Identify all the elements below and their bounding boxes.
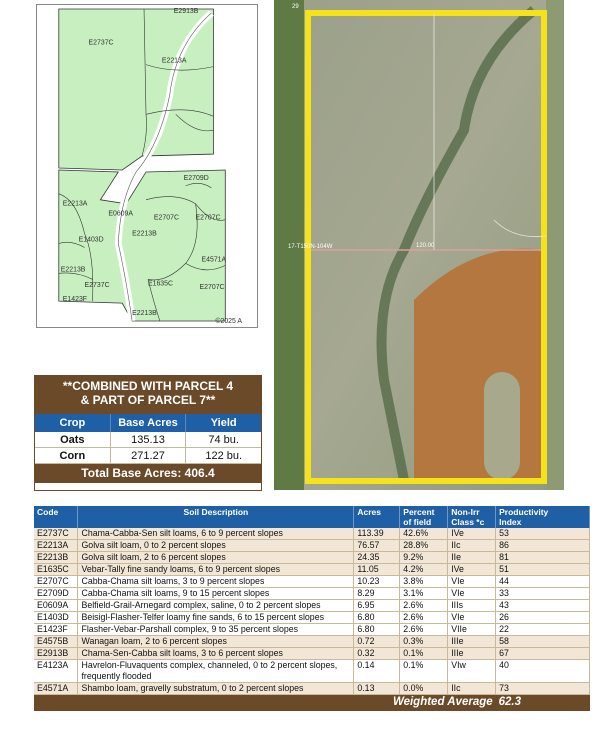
soil-description: Flasher-Vebar-Parshall complex, 9 to 35 percent slopes [78,624,354,636]
crop-box-header [35,376,261,414]
table-row [34,564,590,576]
soil-class: VIe [448,612,496,624]
description-column-header: Soil Description [78,506,354,528]
soil-description: Belfield-Grail-Arnegard complex, saline, 0 to 2 percent slopes [78,600,354,612]
soil-acres: 0.72 [354,636,400,648]
soil-code: E1403D [34,612,78,624]
soil-class: VIIe [448,624,496,636]
soil-table-body [34,528,590,711]
soil-description: Beisigl-Flasher-Telfer loamy fine sands, 6 to 15 percent slopes [78,612,354,624]
soil-description: Shambo loam, gravelly substratum, 0 to 2 percent slopes [78,683,354,695]
yield-column-header: Yield [210,417,237,429]
crop-column-header: Crop [35,414,111,432]
soil-class: VIe [448,576,496,588]
soil-code: E2737C [34,528,78,540]
svg-text:E2707C: E2707C [199,284,225,292]
soil-percent: 2.6% [400,600,448,612]
soil-percent: 2.6% [400,624,448,636]
soil-acres: 0.32 [354,648,400,660]
soil-code: E4123A [34,660,78,683]
svg-text:E2913B: E2913B [173,7,199,15]
svg-text:E2213B: E2213B [60,266,86,274]
table-row [34,624,590,636]
soil-description: Chama-Sen-Cabba silt loams, 3 to 6 percent slopes [78,648,354,660]
soil-description: Golva silt loam, 0 to 2 percent slopes [78,540,354,552]
soil-code: E4571A [34,683,78,695]
aerial-line-label: 120.00 [416,243,435,249]
base-acres-column-header: Base Acres [111,414,187,432]
soil-class: IVe [448,564,496,576]
crop-base-acres: 271.27 [111,448,187,464]
crop-yield: 122 bu. [205,449,243,462]
total-base-acres: Total Base Acres: 406.4 [35,464,261,483]
soil-percent: 28.8% [400,540,448,552]
crop-name: Oats [35,432,111,448]
percent-header-line2: of field [403,517,432,527]
svg-text:E1403D: E1403D [78,236,104,244]
svg-text:E1423F: E1423F [62,296,88,304]
soil-class: IIc [448,540,496,552]
svg-text:E2707C: E2707C [153,214,179,222]
svg-text:E2737C: E2737C [88,39,114,47]
soil-class: VIw [448,660,496,683]
table-row [34,600,590,612]
soil-class: IVe [448,528,496,540]
base-acres-box [34,375,262,491]
soil-class: VIe [448,588,496,600]
soil-table-header-row [34,506,590,528]
index-header-line1: Productivity [499,507,549,517]
soil-acres: 0.13 [354,683,400,695]
table-row [34,540,590,552]
soil-class: IIIs [448,600,496,612]
aerial-road-label: 17-T150N-104W [288,244,333,250]
soil-code: E1423F [34,624,78,636]
crop-box-header-line2: & PART OF PARCEL 7** [80,393,216,407]
class-column-header [448,506,496,528]
soil-acres: 76.57 [354,540,400,552]
table-row [34,660,590,683]
soil-percent: 0.1% [400,660,448,683]
soil-index: 33 [496,588,590,600]
soil-description: Cabba-Chama silt loams, 9 to 15 percent slopes [78,588,354,600]
soil-index: 81 [496,552,590,564]
table-row [34,576,590,588]
table-row [34,612,590,624]
soil-percent: 3.8% [400,576,448,588]
weighted-average-row [34,695,590,711]
svg-text:E2213A: E2213A [161,57,187,65]
soil-description: Cabba-Chama silt loams, 3 to 9 percent slopes [78,576,354,588]
table-row [34,552,590,564]
soil-code: E0609A [34,600,78,612]
soil-class: IIe [448,552,496,564]
svg-text:E2707C: E2707C [195,214,221,222]
crop-name: Corn [35,448,111,464]
soil-code: E2709D [34,588,78,600]
soil-code: E1635C [34,564,78,576]
soil-index: 53 [496,528,590,540]
soil-description: Vebar-Tally fine sandy loams, 6 to 9 percent slopes [78,564,354,576]
soil-index: 22 [496,624,590,636]
soil-percent: 2.6% [400,612,448,624]
soil-percent: 0.0% [400,683,448,695]
soil-index: 58 [496,636,590,648]
soil-code: E2213A [34,540,78,552]
soil-acres: 0.14 [354,660,400,683]
soil-code: E4575B [34,636,78,648]
soil-index: 86 [496,540,590,552]
soil-acres: 6.95 [354,600,400,612]
percent-header-line1: Percent [403,507,435,517]
soil-index: 67 [496,648,590,660]
code-column-header: Code [34,506,78,528]
acres-column-header: Acres [354,506,400,528]
table-row [34,648,590,660]
soil-acres: 113.39 [354,528,400,540]
aerial-photo [274,0,564,490]
soil-percent: 0.3% [400,636,448,648]
soil-description: Havrelon-Fluvaquents complex, channeled, 0 to 2 percent slopes, frequently flooded [78,660,354,683]
soil-class: IIIe [448,636,496,648]
svg-text:E2213B: E2213B [132,310,157,318]
svg-text:E1635C: E1635C [147,280,174,288]
soil-acres: 6.80 [354,624,400,636]
crop-box-column-headers [35,414,261,432]
soil-percent: 4.2% [400,564,448,576]
soil-code: E2707C [34,576,78,588]
crop-base-acres: 135.13 [111,432,187,448]
index-header-line2: Index [499,517,522,527]
table-row [34,588,590,600]
table-row [34,683,590,695]
soil-class: IIc [448,683,496,695]
soil-index: 44 [496,576,590,588]
index-column-header [496,506,590,528]
table-row [34,528,590,540]
svg-text:E4571A: E4571A [201,256,227,264]
soil-acres: 6.80 [354,612,400,624]
soil-description: Golva silt loam, 2 to 6 percent slopes [78,552,354,564]
soil-percent: 3.1% [400,588,448,600]
svg-text:E2737C: E2737C [84,282,110,290]
soil-acres: 24.35 [354,552,400,564]
svg-text:E0609A: E0609A [108,210,134,218]
soil-acres: 11.05 [354,564,400,576]
class-header-line2: Class *c [451,517,485,527]
weighted-average-value: 62.3 [496,695,590,711]
soil-percent: 0.1% [400,648,448,660]
soil-description: Chama-Cabba-Sen silt loams, 6 to 9 percent slopes [78,528,354,540]
soil-index: 43 [496,600,590,612]
soil-table [34,506,590,711]
soil-acres: 10.23 [354,576,400,588]
aerial-top-label: 29 [292,4,299,10]
class-header-line1: Non-Irr [451,507,480,517]
crop-row [35,432,261,448]
crop-box-header-line1: **COMBINED WITH PARCEL 4 [62,379,234,393]
soil-percent: 42.6% [400,528,448,540]
weighted-average-label: Weighted Average [34,695,496,711]
crop-row [35,448,261,464]
soil-index: 51 [496,564,590,576]
soil-acres: 8.29 [354,588,400,600]
soil-index: 26 [496,612,590,624]
soil-map-copyright: ©2025 A [215,318,243,326]
percent-column-header [400,506,448,528]
soil-code: E2913B [34,648,78,660]
soil-index: 40 [496,660,590,683]
table-row [34,636,590,648]
soil-description: Wanagan loam, 2 to 6 percent slopes [78,636,354,648]
soil-code: E2213B [34,552,78,564]
soil-map [36,4,258,328]
svg-text:E2213A: E2213A [62,200,88,208]
soil-percent: 9.2% [400,552,448,564]
crop-yield: 74 bu. [208,433,239,446]
svg-text:E2213B: E2213B [132,230,157,238]
soil-class: IIIe [448,648,496,660]
svg-text:E2709D: E2709D [183,174,209,182]
soil-index: 73 [496,683,590,695]
